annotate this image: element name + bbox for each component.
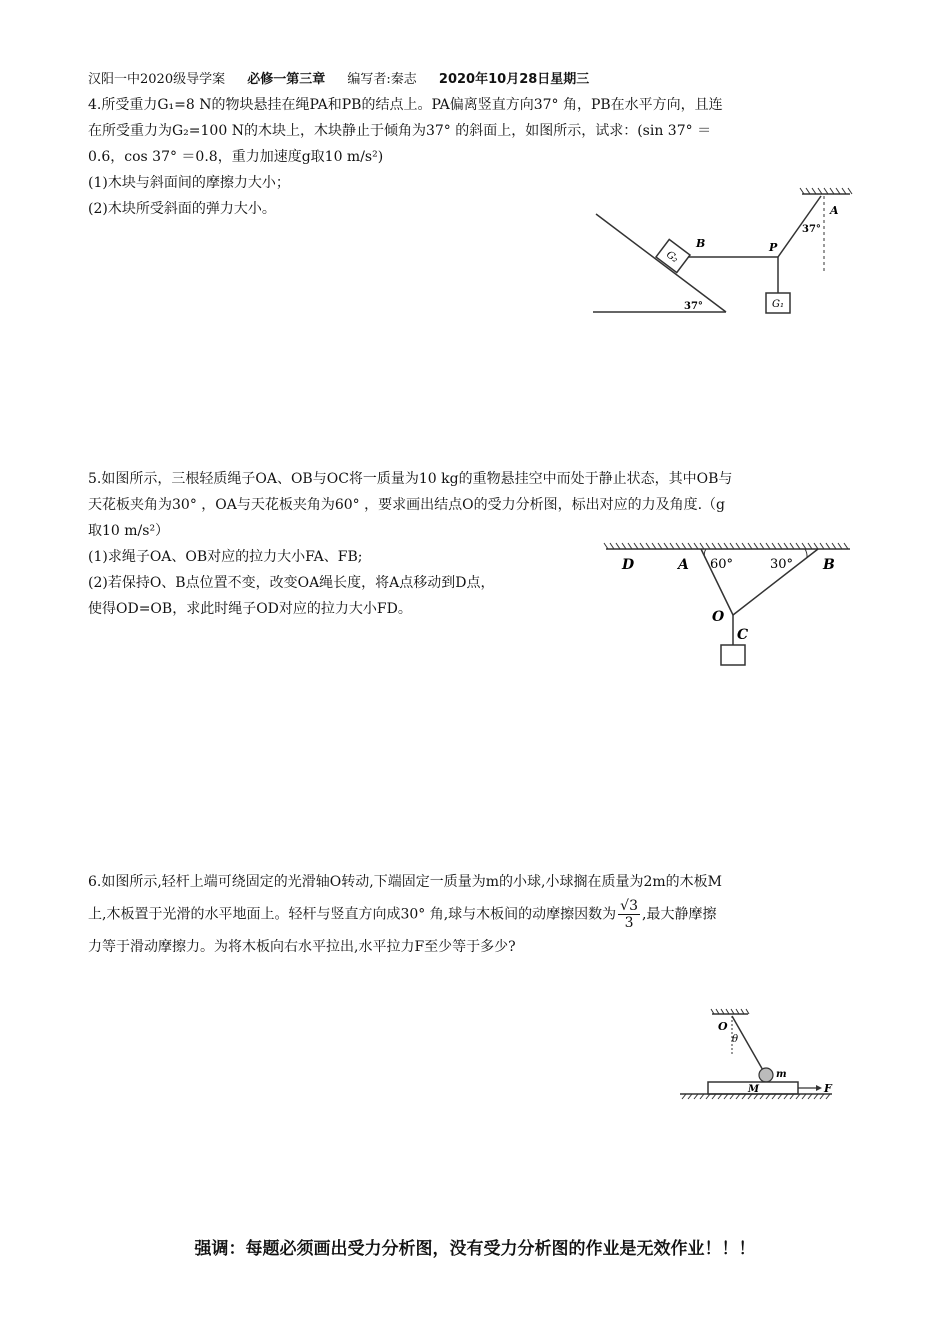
q6-line3: 力等于滑动摩擦力。为将木板向右水平拉出,水平拉力F至少等于多少? [88,939,516,955]
page-header [88,68,607,87]
q5-line2: 天花板夹角为30° ，OA与天花板夹角为60° ，要求画出结点O的受力分析图，标出对应的力及角度.（g [88,497,726,513]
q5-angle-arc-b [805,549,807,557]
q6-frac-den: 3 [624,915,634,931]
q5-label-b: B [823,557,835,573]
q6-label-m: m [776,1069,787,1080]
q4-sub1: (1)木块与斜面间的摩擦力大小； [88,175,290,191]
q5-sub1: (1)求绳子OA、OB对应的拉力大小FA、FB; [88,549,363,565]
q6-line2a: 上,木板置于光滑的水平地面上。轻杆与竖直方向成30° 角,球与木板间的动摩擦因数为 [88,906,617,923]
q4-incline [596,214,726,312]
question-6 [88,866,860,963]
q5-line3: 取10 m/s²） [88,523,170,539]
q5-figure [600,535,856,675]
header-date: 2020年10月28日星期三 [438,72,590,87]
q6-ball [759,1068,773,1082]
q5-sub2b: 使得OD=OB，求此时绳子OD对应的拉力大小FD。 [88,601,412,617]
q4-angle-rope: 37° [802,224,821,235]
q5-line1: 5.如图所示，三根轻质绳子OA、OB与OC将一质量为10 kg的重物悬挂空中而处于静止状态，其中OB与 [88,471,733,487]
q5-weight [721,645,745,665]
q6-label-board: M [748,1084,760,1095]
q4-angle-incline: 37° [684,301,703,312]
q4-label-g2: G₂ [663,249,681,266]
q5-angle-b: 30° [770,557,794,572]
q6-line1: 6.如图所示,轻杆上端可绕固定的光滑轴O转动,下端固定一质量为m的小球,小球搁在质量为2m的木板M [88,874,722,890]
q4-line1: 4.所受重力G₁=8 N的物块悬挂在绳PA和PB的结点上。PA偏离竖直方向37° 角，PB在水平方向，且连 [88,97,723,113]
header-chapter: 必修一第三章 [247,72,326,87]
q4-sub2: (2)木块所受斜面的弹力大小。 [88,201,276,217]
q4-line2: 在所受重力为G₂=100 N的木块上，木块静止于倾角为37° 的斜面上，如图所示，试求：(sin 37° ＝ [88,123,712,139]
q5-label-a: A [678,557,689,573]
q5-label-o: O [712,609,725,625]
q4-label-b: B [696,237,706,250]
q6-line2 [88,898,860,931]
q6-label-f: F [824,1082,832,1095]
q5-ceiling-hatch [604,543,848,549]
header-school: 汉阳一中2020级导学案 [88,72,226,87]
q5-label-c: C [737,627,749,643]
q4-block-g2 [656,239,690,272]
q6-force-arrowhead [816,1085,822,1091]
q6-fraction [618,898,640,931]
q5-label-d: D [622,557,635,573]
q4-label-a: A [830,204,839,217]
q6-frac-num: √3 [620,898,638,914]
header-author: 编写者:秦志 [347,72,417,87]
q6-label-o: O [718,1020,728,1033]
q4-label-g1: G₁ [772,299,784,310]
q4-figure [588,180,858,320]
q5-sub2a: (2)若保持O、B点位置不变，改变OA绳长度，将A点移动到D点， [88,575,495,591]
q5-angle-a: 60° [710,557,734,572]
emphasis-note: 强调：每题必须画出受力分析图，没有受力分析图的作业是无效作业！！！ [194,1239,756,1259]
q4-ceiling-hatch [800,188,852,194]
q6-line2b: ,最大静摩擦 [642,906,717,923]
q6-label-theta: θ [732,1034,739,1045]
q6-figure [676,1008,840,1106]
q4-line3: 0.6，cos 37° ＝0.8，重力加速度g取10 m/s²) [88,149,384,165]
q4-label-p: P [769,241,778,254]
